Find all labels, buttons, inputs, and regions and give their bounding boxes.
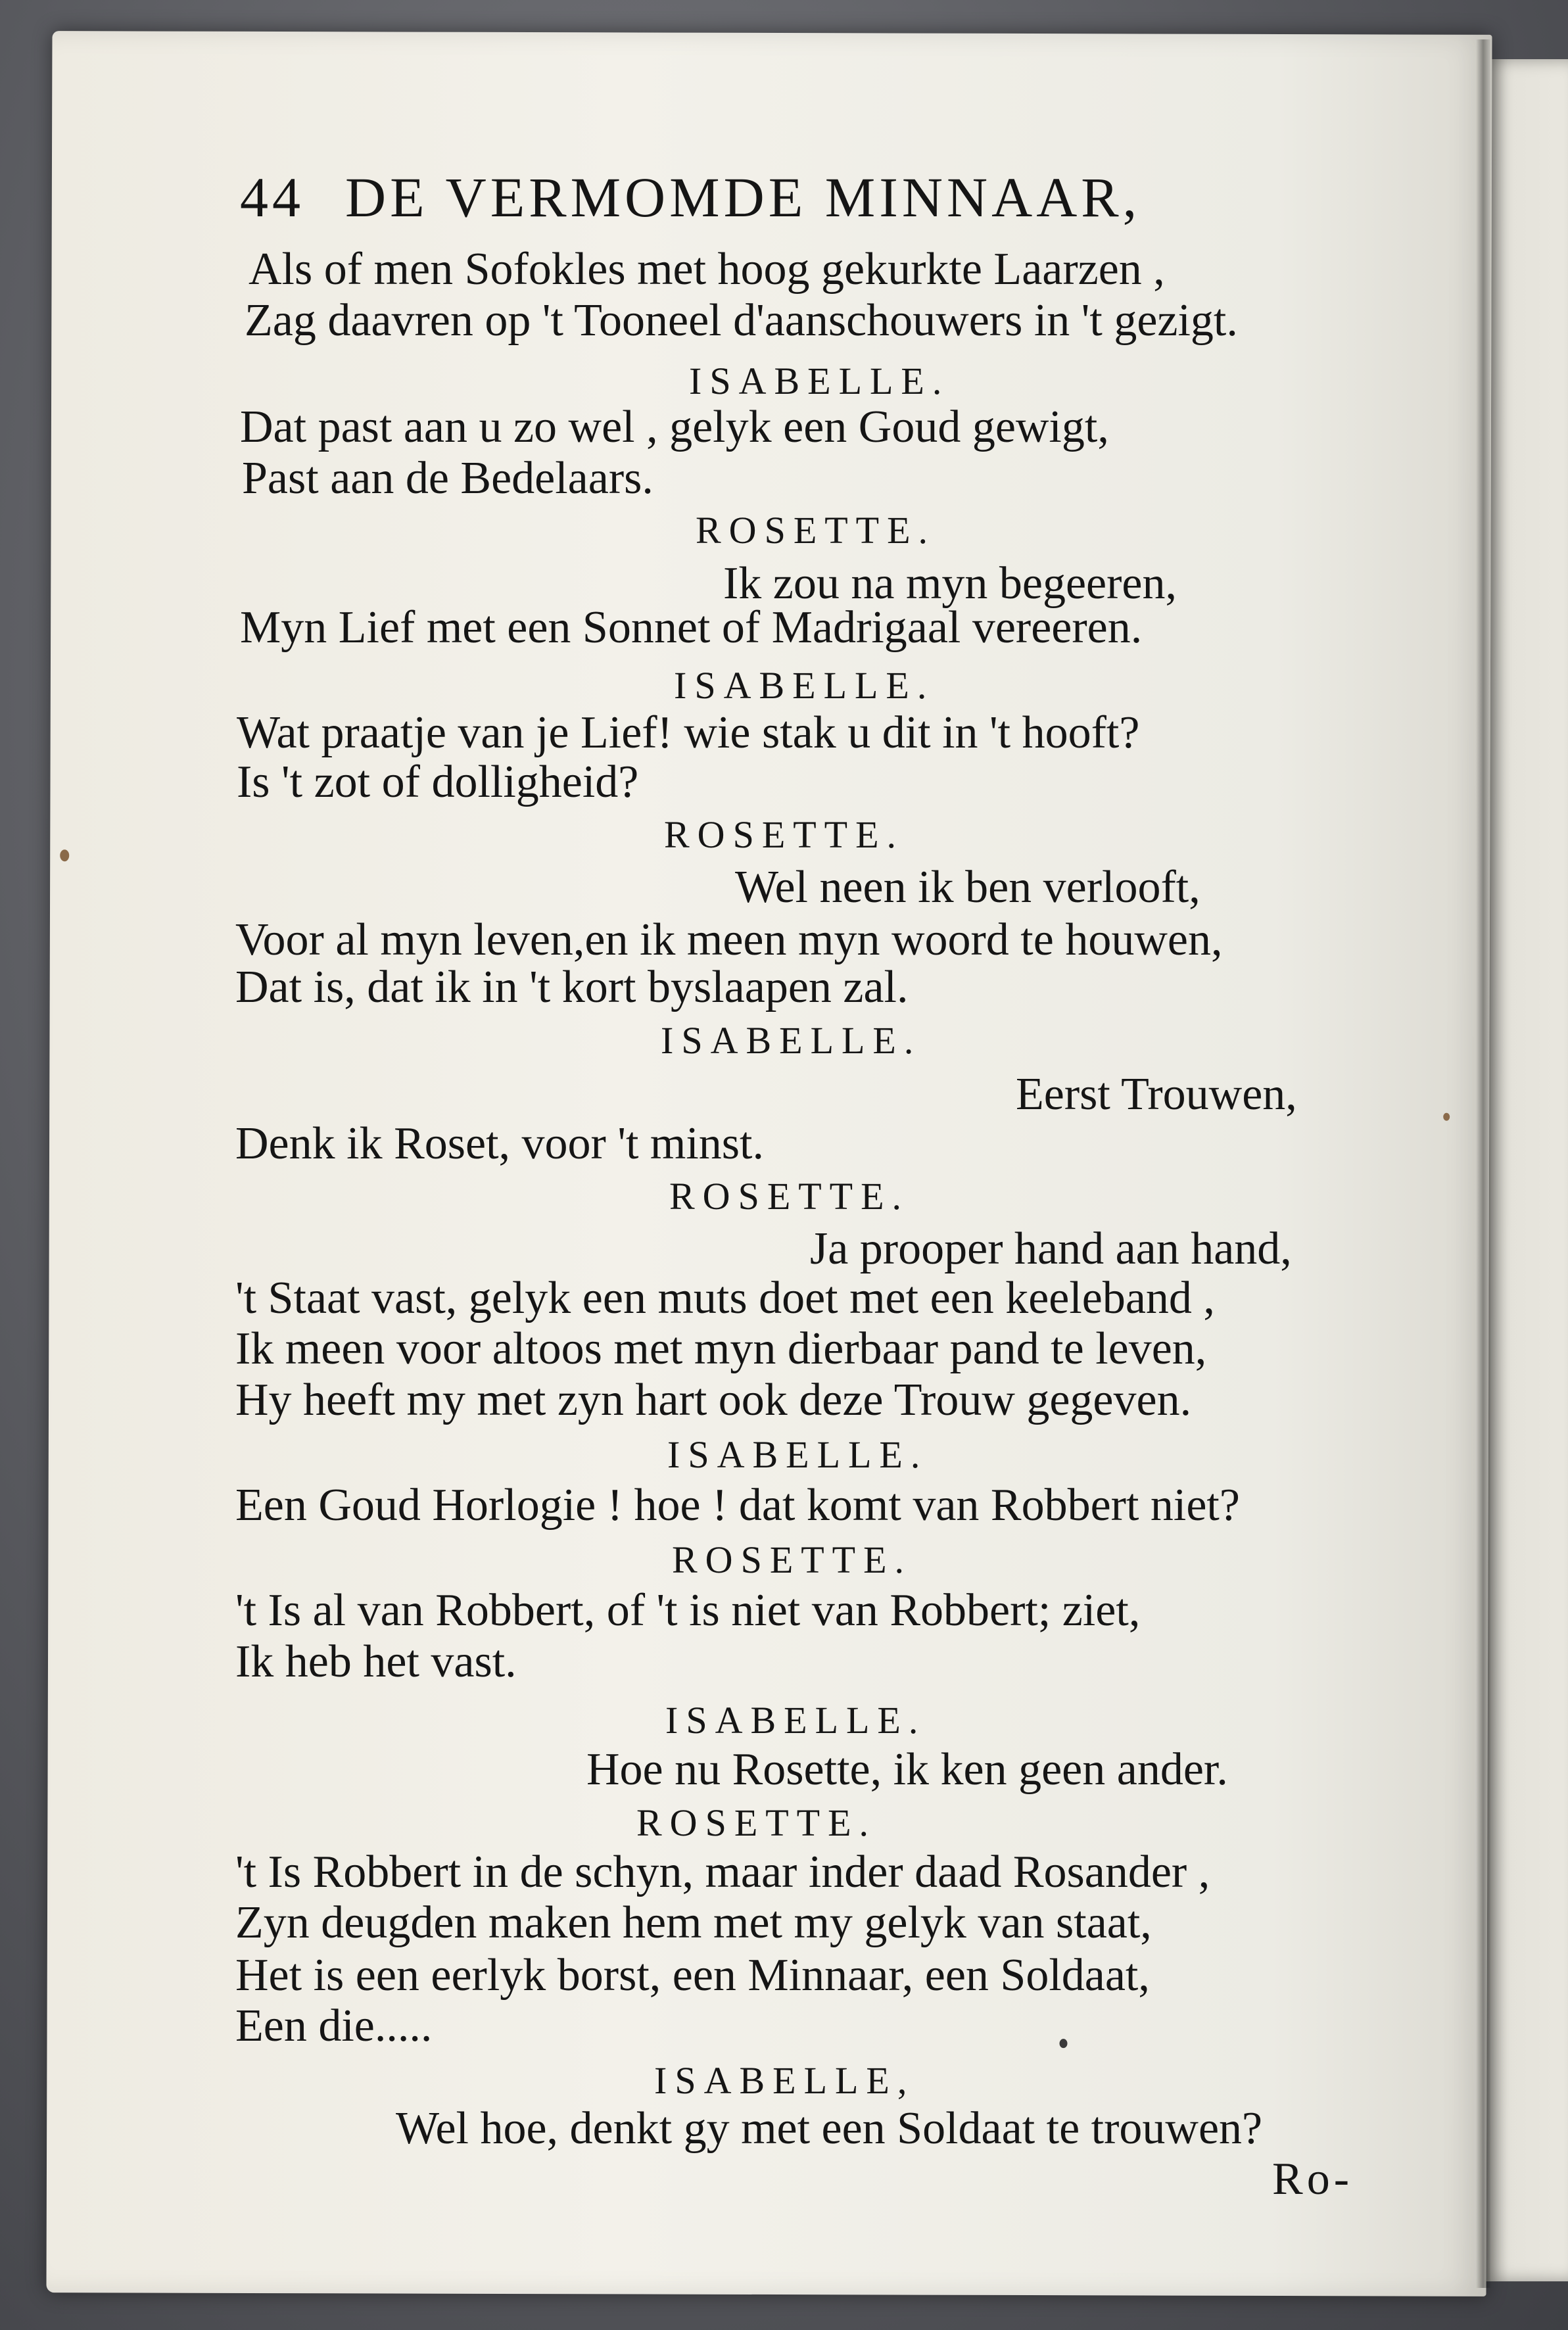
paper-speck xyxy=(1059,2039,1067,2048)
verse-line: Dat is, dat ik in 't kort byslaapen zal. xyxy=(235,962,909,1012)
verse-line: Wat praatje van je Lief! wie stak u dit in 't hooft? xyxy=(237,707,1140,758)
verse-line: Eerst Trouwen, xyxy=(1016,1069,1297,1120)
verse-line: Denk ik Roset, voor 't minst. xyxy=(235,1118,764,1169)
verse-line: 't Is al van Robbert, of 't is niet van Robbert; ziet, xyxy=(235,1585,1141,1636)
verse-line: Wel hoe, denkt gy met een Soldaat te trouwen? xyxy=(396,2103,1263,2154)
speaker-name: ISABELLE. xyxy=(674,664,935,707)
verse-line: Ik meen voor altoos met myn dierbaar pand te leven, xyxy=(235,1323,1207,1374)
verse-line: Ja prooper hand aan hand, xyxy=(810,1224,1292,1274)
verse-line: 't Staat vast, gelyk een muts doet met een keeleband , xyxy=(235,1273,1215,1323)
page-header xyxy=(240,164,1358,230)
paper-speck xyxy=(60,849,69,861)
verse-line: Een Goud Horlogie ! hoe ! dat komt van Robbert niet? xyxy=(235,1480,1240,1531)
speaker-name: ISABELLE. xyxy=(689,360,950,402)
speaker-name: ROSETTE. xyxy=(669,1175,910,1218)
verse-line: Het is een eerlyk borst, een Minnaar, een Soldaat, xyxy=(235,1950,1150,2001)
catchword: Ro- xyxy=(1272,2154,1353,2204)
speaker-name: ISABELLE. xyxy=(661,1019,922,1062)
verse-line: Voor al myn leven,en ik meen myn woord te houwen, xyxy=(235,915,1223,965)
speaker-name: ISABELLE, xyxy=(654,2059,915,2102)
verse-line: Is 't zot of dolligheid? xyxy=(237,757,639,807)
book-gutter xyxy=(1476,39,1490,2288)
running-title: DE VERMOMDE MINNAAR, xyxy=(345,166,1141,229)
verse-line: Ik zou na myn begeeren, xyxy=(723,558,1177,609)
verse-line: Zyn deugden maken hem met my gelyk van staat, xyxy=(235,1897,1152,1948)
paper-speck xyxy=(1443,1113,1450,1121)
speaker-name: ROSETTE. xyxy=(636,1801,877,1844)
speaker-name: ROSETTE. xyxy=(672,1538,913,1581)
speaker-name: ISABELLE. xyxy=(667,1433,928,1476)
facing-page-edge xyxy=(1483,59,1568,2281)
verse-line: Hoe nu Rosette, ik ken geen ander. xyxy=(586,1744,1228,1795)
verse-line: Past aan de Bedelaars. xyxy=(242,453,653,504)
speaker-name: ROSETTE. xyxy=(696,509,936,552)
verse-line: Myn Lief met een Sonnet of Madrigaal vereeren. xyxy=(240,602,1143,653)
verse-line: Als of men Sofokles met hoog gekurkte Laarzen , xyxy=(249,244,1165,295)
verse-line: Zag daavren op 't Tooneel d'aanschouwers in 't gezigt. xyxy=(245,295,1238,346)
verse-line: Ik heb het vast. xyxy=(235,1636,517,1687)
verse-line: Wel neen ik ben verlooft, xyxy=(735,862,1200,913)
speaker-name: ROSETTE. xyxy=(664,813,905,856)
verse-line: Een die..... xyxy=(235,2001,433,2051)
speaker-name: ISABELLE. xyxy=(665,1699,926,1742)
page-number: 44 xyxy=(240,166,304,229)
verse-line: 't Is Robbert in de schyn, maar inder daad Rosander , xyxy=(235,1847,1210,1897)
verse-line: Dat past aan u zo wel , gelyk een Goud gewigt, xyxy=(240,402,1109,452)
verse-line: Hy heeft my met zyn hart ook deze Trouw gegeven. xyxy=(235,1375,1192,1425)
